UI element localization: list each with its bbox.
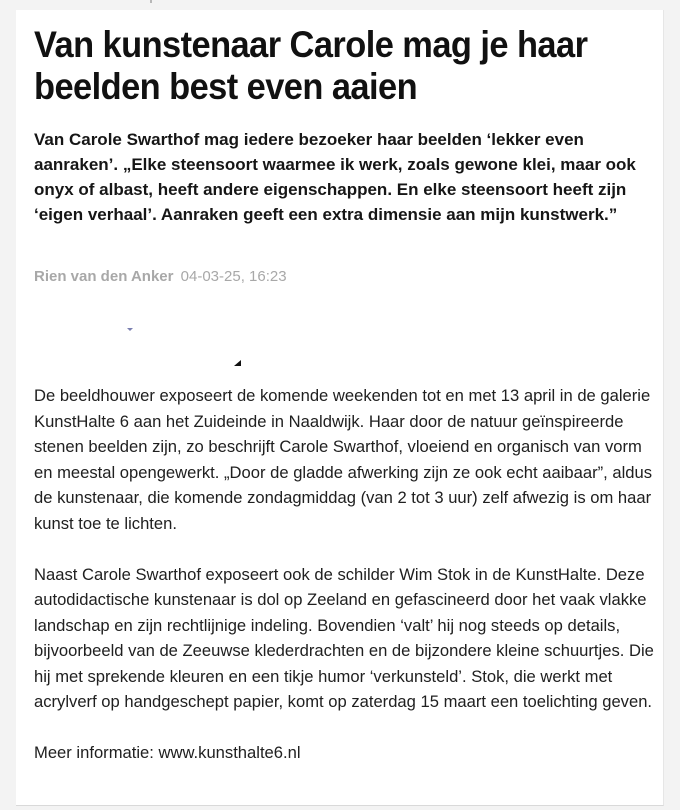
more-info-label: Meer informatie: [34,743,159,762]
article-body [34,383,659,791]
more-info-link[interactable]: www.kunsthalte6.nl [158,743,301,762]
publish-date: 04-03-25, 16:23 [180,268,287,285]
author-name: Rien van den Anker [34,268,174,285]
media-top-mark-icon [127,328,133,331]
article-byline [34,267,287,287]
article-lead: Van Carole Swarthof mag iedere bezoeker haar beelden ‘lekker even aanraken’. „Elke steensoort waarmee ik werk, zoals gewone klei, maar ook onyx of albast, heeft andere eigenschappen. En elke steensoort heeft zijn ‘eigen verhaal’. Aanraken geeft een extra dimensie aan mijn kunstwerk.” [34,130,636,224]
body-paragraph: Naast Carole Swarthof exposeert ook de schilder Wim Stok in de KunstHalte. Deze autodidactische kunstenaar is dol op Zeeland en gefascineerd door het vaak vlakke landschap en zijn rechtlijnige indeling. Bovendien ‘valt’ hij nog steeds op details, bijvoorbeeld van de Zeeuwse klederdrachten en de bijzondere kleine schuurtjes. Die hij met sprekende kleuren en een tikje humor ‘verkunsteld’. Stok, die werkt met acrylverf op handgeschept papier, komt op zaterdag 15 maart een toelichting geven. [34,564,654,711]
more-info-line [34,740,659,766]
body-paragraph: De beeldhouwer exposeert de komende weekenden tot en met 13 april in de galerie KunstHalte 6 aan het Zuideinde in Naaldwijk. Haar door de natuur geïnspireerde stenen beelden zijn, zo beschrijft Carole Swarthof, vloeiend en organisch van vorm en meestal opengewerkt. „Door de gladde afwerking zijn ze ook echt aaibaar”, aldus de kunstenaar, die komende zondagmiddag (van 2 tot 3 uur) zelf afwezig is om haar kunst toe te lichten. [34,386,653,533]
media-placeholder [116,310,266,372]
top-strip [0,0,680,10]
top-divider-mark [150,0,152,3]
article-card [16,10,664,806]
media-corner-mark-icon [234,360,241,366]
article-headline: Van kunstenaar Carole mag je haar beelden best even aaien [34,24,588,107]
